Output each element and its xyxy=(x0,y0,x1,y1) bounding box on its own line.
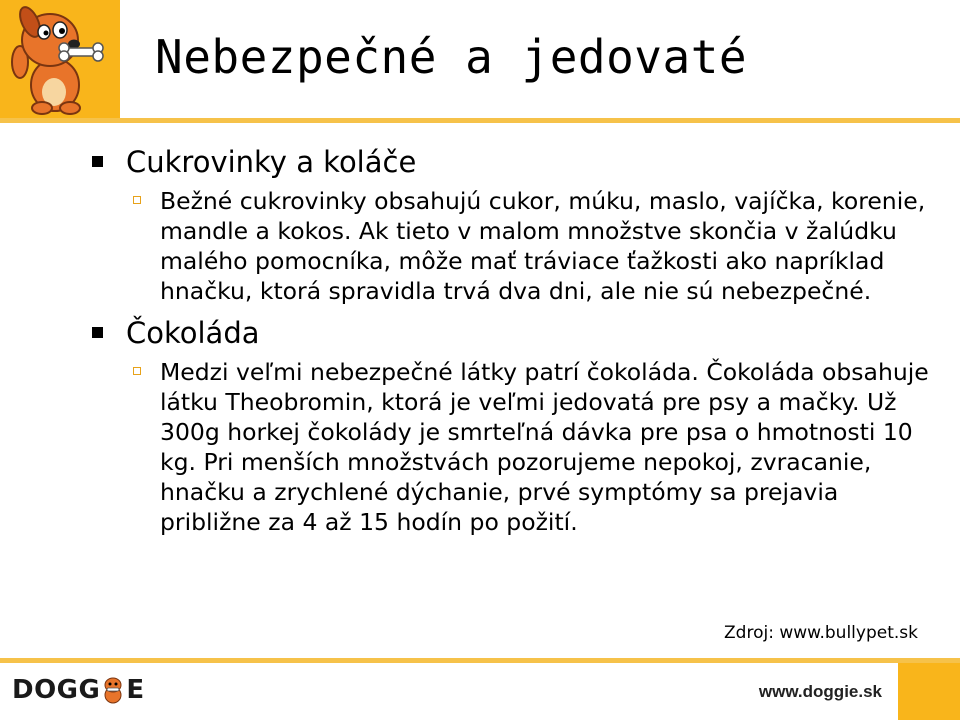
small-dog-icon xyxy=(101,676,125,704)
logo-text-left: DOGG xyxy=(12,675,101,705)
footer-url: www.doggie.sk xyxy=(758,682,882,701)
item-heading: Čokoláda xyxy=(126,316,260,350)
hollow-square-bullet-icon xyxy=(133,367,141,375)
logo-text-right: E xyxy=(126,675,145,705)
list-item-sweets xyxy=(88,145,928,179)
list-item-chocolate xyxy=(88,316,928,350)
source-citation: Zdroj: www.bullypet.sk xyxy=(724,623,918,643)
item-detail: Medzi veľmi nebezpečné látky patrí čokoláda. Čokoláda obsahuje látku Theobromin, ktorá je veľmi jedovatá pre psy a mačky. Už 300g horkej čokolády je smrteľná dávka pre psa o hmotnosti 10 kg. Pri menších množstvách pozorujeme nepokoj, zvracanie, hnačku a zrychlené dýchanie, prvé symptómy sa prejavia približne za 4 až 15 hodín po požití. xyxy=(160,358,929,536)
hollow-square-bullet-icon xyxy=(133,196,141,204)
doggie-logo xyxy=(12,675,145,705)
sub-item-sweets-detail xyxy=(126,186,930,306)
header-divider xyxy=(0,118,960,123)
slide-title: Nebezpečné a jedovaté xyxy=(155,30,748,84)
item-heading: Cukrovinky a koláče xyxy=(126,145,417,179)
dog-mascot-icon xyxy=(0,0,120,120)
square-bullet-icon xyxy=(92,327,103,338)
header-accent-block xyxy=(0,0,120,120)
sub-item-chocolate-detail xyxy=(126,357,930,537)
slide-content xyxy=(88,145,928,547)
footer-accent-block xyxy=(898,663,960,720)
item-detail: Bežné cukrovinky obsahujú cukor, múku, maslo, vajíčka, korenie, mandle a kokos. Ak tieto v malom množstve skončia v žalúdku malého pomocníka, môže mať tráviace ťažkosti ako napríklad hnačku, ktorá spravidla trvá dva dni, ale nie sú nebezpečné. xyxy=(160,187,926,305)
square-bullet-icon xyxy=(92,156,103,167)
